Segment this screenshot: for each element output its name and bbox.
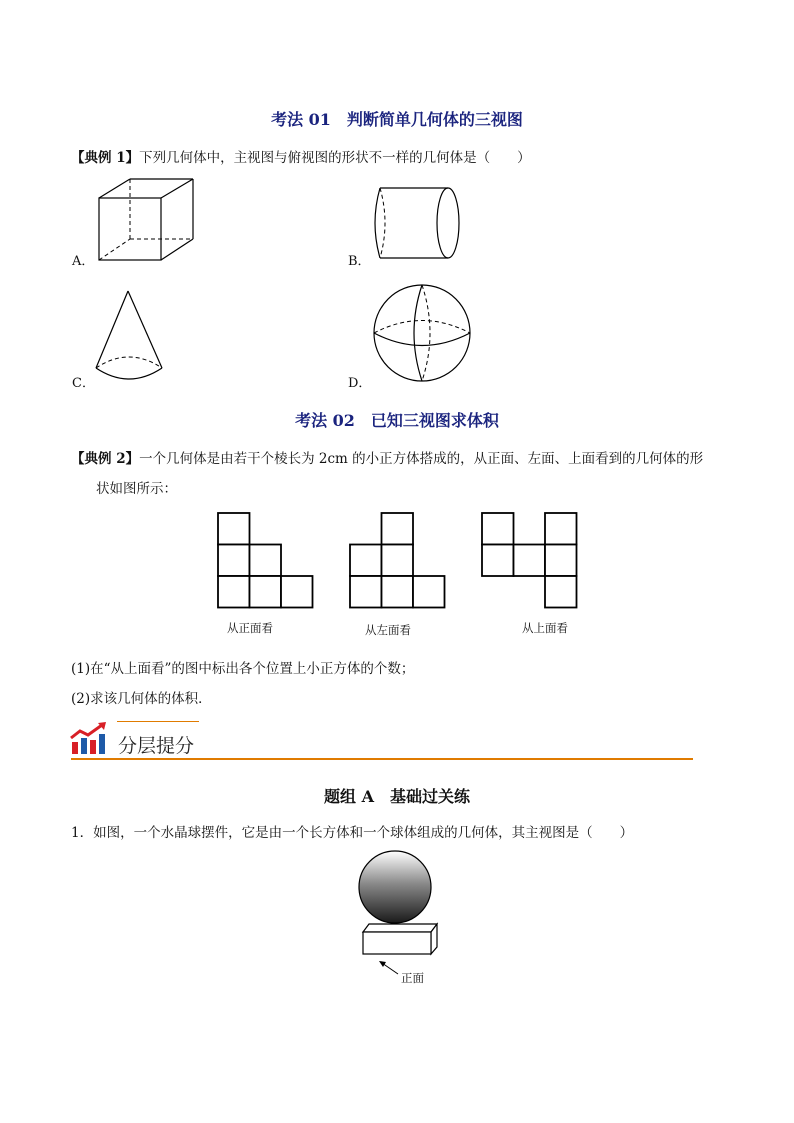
example2-tag: 【典例 2】: [71, 451, 140, 467]
top-view-grid: [481, 512, 578, 609]
option-c-label: C．: [72, 376, 95, 391]
question-2-2: (2)求该几何体的体积．: [71, 691, 212, 707]
example2-line1: [71, 447, 703, 467]
example1-text: 下列几何体中，主视图与俯视图的形状不一样的几何体是（ ）: [139, 150, 531, 166]
rising-chart-icon: [70, 722, 110, 756]
option-d-label: D．: [348, 376, 372, 391]
band-title: 分层提分: [118, 735, 195, 757]
front-direction-label: 正面: [401, 971, 424, 985]
cube-figure: [95, 176, 205, 266]
example2-line2: 状如图所示：: [96, 481, 177, 497]
crystal-ball-figure: [355, 850, 445, 962]
sphere-figure: [370, 283, 480, 383]
top-view-caption: 从上面看: [522, 621, 568, 635]
front-view-caption: 从正面看: [227, 621, 273, 635]
section1-title: 考法 01 判断简单几何体的三视图: [271, 110, 523, 129]
front-view-grid: [217, 512, 314, 609]
option-b-label: B．: [348, 254, 371, 269]
cylinder-figure: [368, 184, 468, 264]
band-top-rule: [117, 721, 199, 722]
cone-figure: [92, 288, 172, 383]
question-a1: 1．如图，一个水晶球摆件，它是由一个长方体和一个球体组成的几何体，其主视图是（ ）: [71, 825, 634, 841]
question-2-1: (1)在“从上面看”的图中标出各个位置上小正方体的个数；: [71, 661, 415, 677]
groupA-title: 题组 A 基础过关练: [324, 787, 470, 806]
option-a-label: A．: [72, 254, 95, 269]
example1-line: [71, 146, 531, 166]
example1-tag: 【典例 1】: [71, 150, 140, 166]
example2-text: 一个几何体是由若干个棱长为 2cm 的小正方体搭成的，从正面、左面、上面看到的几何体的形: [139, 451, 704, 467]
band-divider: [71, 758, 693, 760]
left-view-grid: [349, 512, 446, 609]
section2-title: 考法 02 已知三视图求体积: [295, 411, 499, 430]
left-view-caption: 从左面看: [365, 623, 411, 637]
